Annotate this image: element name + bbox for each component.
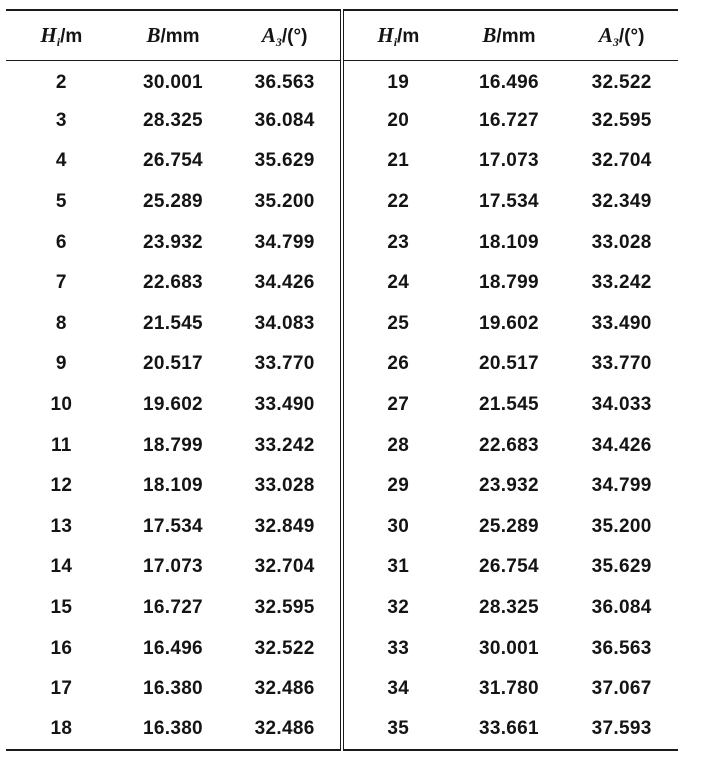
angle-cell-right: 37.593 bbox=[565, 710, 678, 751]
table-row bbox=[6, 182, 678, 223]
angle-cell-left: 35.629 bbox=[229, 141, 342, 182]
table-row bbox=[6, 669, 678, 710]
b-cell-left: 26.754 bbox=[143, 150, 203, 172]
b-cell-left: 17.073 bbox=[143, 556, 203, 578]
angle-cell-right: 36.563 bbox=[591, 637, 652, 659]
angle-cell-left: 35.200 bbox=[229, 182, 342, 223]
angle-cell-right: 35.200 bbox=[591, 515, 652, 537]
b-cell-right: 26.754 bbox=[478, 556, 539, 578]
angle-cell-right: 35.629 bbox=[591, 556, 652, 578]
b-cell-left: 18.799 bbox=[143, 434, 203, 456]
data-table bbox=[6, 9, 678, 751]
b-cell-left: 16.496 bbox=[143, 637, 203, 659]
angle-cell-right: 33.770 bbox=[591, 353, 652, 375]
b-cell-right: 18.799 bbox=[478, 272, 539, 294]
angle-cell-left: 32.595 bbox=[229, 588, 342, 629]
table-row bbox=[6, 141, 678, 182]
height-cell-left: 12 bbox=[50, 475, 73, 497]
height-cell-left: 4 bbox=[55, 150, 67, 172]
height-cell-left: 18 bbox=[6, 710, 117, 751]
height-cell-left: 2 bbox=[55, 71, 67, 93]
height-cell-right: 27 bbox=[387, 394, 410, 416]
header-b-right: B/mm bbox=[453, 10, 566, 60]
b-cell-right: 25.289 bbox=[478, 515, 539, 537]
angle-cell-right: 32.704 bbox=[591, 150, 652, 172]
height-cell-right: 21 bbox=[387, 150, 410, 172]
height-cell-left: 14 bbox=[50, 556, 73, 578]
b-cell-left: 25.289 bbox=[143, 191, 203, 213]
height-cell-right: 25 bbox=[387, 312, 410, 334]
b-cell-left: 16.380 bbox=[143, 678, 203, 700]
height-cell-left: 8 bbox=[55, 312, 67, 334]
height-cell-right: 22 bbox=[387, 191, 410, 213]
height-cell-right: 19 bbox=[387, 71, 410, 93]
height-cell-right: 24 bbox=[387, 272, 410, 294]
table-row bbox=[6, 101, 678, 142]
b-cell-left: 28.325 bbox=[143, 109, 203, 131]
angle-cell-right: 33.490 bbox=[591, 312, 652, 334]
height-cell-right: 32 bbox=[387, 597, 410, 619]
b-cell-right: 18.109 bbox=[478, 231, 539, 253]
header-b-left: B/mm bbox=[117, 10, 230, 60]
angle-cell-left: 36.563 bbox=[229, 60, 342, 101]
angle-cell-left: 33.770 bbox=[229, 344, 342, 385]
height-cell-left: 3 bbox=[55, 109, 67, 131]
height-cell-right: 33 bbox=[387, 637, 410, 659]
b-cell-left: 30.001 bbox=[143, 71, 203, 93]
angle-cell-right: 32.595 bbox=[591, 109, 652, 131]
angle-cell-right: 37.067 bbox=[591, 678, 652, 700]
table-row bbox=[6, 60, 678, 101]
b-cell-right: 22.683 bbox=[478, 434, 539, 456]
height-cell-right: 34 bbox=[387, 678, 410, 700]
table-row bbox=[6, 466, 678, 507]
b-cell-left: 19.602 bbox=[143, 394, 203, 416]
height-cell-left: 17 bbox=[50, 678, 73, 700]
height-cell-left: 11 bbox=[50, 434, 72, 456]
b-cell-right: 17.073 bbox=[478, 150, 539, 172]
header-height-left: $H_i/m$ bbox=[6, 10, 117, 60]
angle-cell-right: 36.084 bbox=[591, 597, 652, 619]
height-cell-left: 6 bbox=[55, 231, 67, 253]
b-cell-left: 23.932 bbox=[143, 231, 203, 253]
angle-cell-right: 32.349 bbox=[591, 191, 652, 213]
height-cell-left: 5 bbox=[55, 191, 67, 213]
angle-cell-right: 34.033 bbox=[591, 394, 652, 416]
height-cell-right: 28 bbox=[387, 434, 410, 456]
height-cell-right: 35 bbox=[342, 710, 453, 751]
angle-cell-left: 33.490 bbox=[229, 385, 342, 426]
angle-cell-left: 33.028 bbox=[229, 466, 342, 507]
angle-cell-left: 34.083 bbox=[229, 304, 342, 345]
b-cell-right: 21.545 bbox=[478, 394, 539, 416]
angle-cell-left: 34.426 bbox=[229, 263, 342, 304]
table-body bbox=[6, 60, 678, 750]
table-row bbox=[6, 263, 678, 304]
b-cell-left: 22.683 bbox=[143, 272, 203, 294]
table-row bbox=[6, 507, 678, 548]
b-cell-left: 20.517 bbox=[143, 353, 203, 375]
b-cell-left: 17.534 bbox=[143, 515, 203, 537]
header-angle-left: $A_3/(^\circ)$ bbox=[229, 10, 342, 60]
height-cell-right: 29 bbox=[387, 475, 410, 497]
header-angle-right: $A_3/(^\circ)$ bbox=[565, 10, 678, 60]
b-cell-right: 17.534 bbox=[478, 191, 539, 213]
height-cell-left: 13 bbox=[50, 515, 73, 537]
angle-cell-left: 32.522 bbox=[229, 628, 342, 669]
height-cell-left: 10 bbox=[50, 394, 73, 416]
angle-cell-right: 34.799 bbox=[591, 475, 652, 497]
b-cell-right: 33.661 bbox=[453, 710, 566, 751]
header-height-right: $H_i/m$ bbox=[342, 10, 453, 60]
b-cell-left: 16.727 bbox=[143, 597, 203, 619]
b-cell-right: 28.325 bbox=[478, 597, 539, 619]
b-cell-right: 30.001 bbox=[478, 637, 539, 659]
angle-cell-left: 32.849 bbox=[229, 507, 342, 548]
table-row bbox=[6, 710, 678, 751]
b-cell-left: 18.109 bbox=[143, 475, 203, 497]
angle-cell-right: 33.242 bbox=[591, 272, 652, 294]
b-cell-right: 16.496 bbox=[478, 71, 539, 93]
b-cell-right: 19.602 bbox=[478, 312, 539, 334]
height-cell-right: 20 bbox=[387, 109, 410, 131]
height-cell-right: 31 bbox=[387, 556, 410, 578]
height-cell-right: 26 bbox=[387, 353, 410, 375]
height-cell-left: 7 bbox=[55, 272, 67, 294]
table-row bbox=[6, 547, 678, 588]
header-row bbox=[6, 10, 678, 60]
table-row bbox=[6, 304, 678, 345]
angle-cell-left: 32.704 bbox=[229, 547, 342, 588]
b-cell-right: 20.517 bbox=[478, 353, 539, 375]
height-cell-left: 16 bbox=[50, 637, 73, 659]
angle-cell-left: 34.799 bbox=[229, 222, 342, 263]
b-cell-left: 21.545 bbox=[143, 312, 203, 334]
height-cell-left: 15 bbox=[50, 597, 73, 619]
height-cell-right: 23 bbox=[387, 231, 410, 253]
table-row bbox=[6, 344, 678, 385]
table-row bbox=[6, 222, 678, 263]
angle-cell-left: 32.486 bbox=[229, 710, 342, 751]
b-cell-right: 16.727 bbox=[478, 109, 539, 131]
angle-cell-right: 34.426 bbox=[591, 434, 652, 456]
angle-cell-left: 32.486 bbox=[229, 669, 342, 710]
b-cell-right: 23.932 bbox=[478, 475, 539, 497]
angle-cell-left: 33.242 bbox=[229, 425, 342, 466]
angle-cell-right: 32.522 bbox=[591, 71, 652, 93]
angle-cell-right: 33.028 bbox=[591, 231, 652, 253]
table-row bbox=[6, 628, 678, 669]
table-row bbox=[6, 425, 678, 466]
b-cell-right: 31.780 bbox=[478, 678, 539, 700]
table-row bbox=[6, 385, 678, 426]
b-cell-left: 16.380 bbox=[117, 710, 230, 751]
height-cell-right: 30 bbox=[387, 515, 410, 537]
height-cell-left: 9 bbox=[55, 353, 67, 375]
angle-cell-left: 36.084 bbox=[229, 101, 342, 142]
table-row bbox=[6, 588, 678, 629]
data-table-container bbox=[6, 9, 678, 751]
